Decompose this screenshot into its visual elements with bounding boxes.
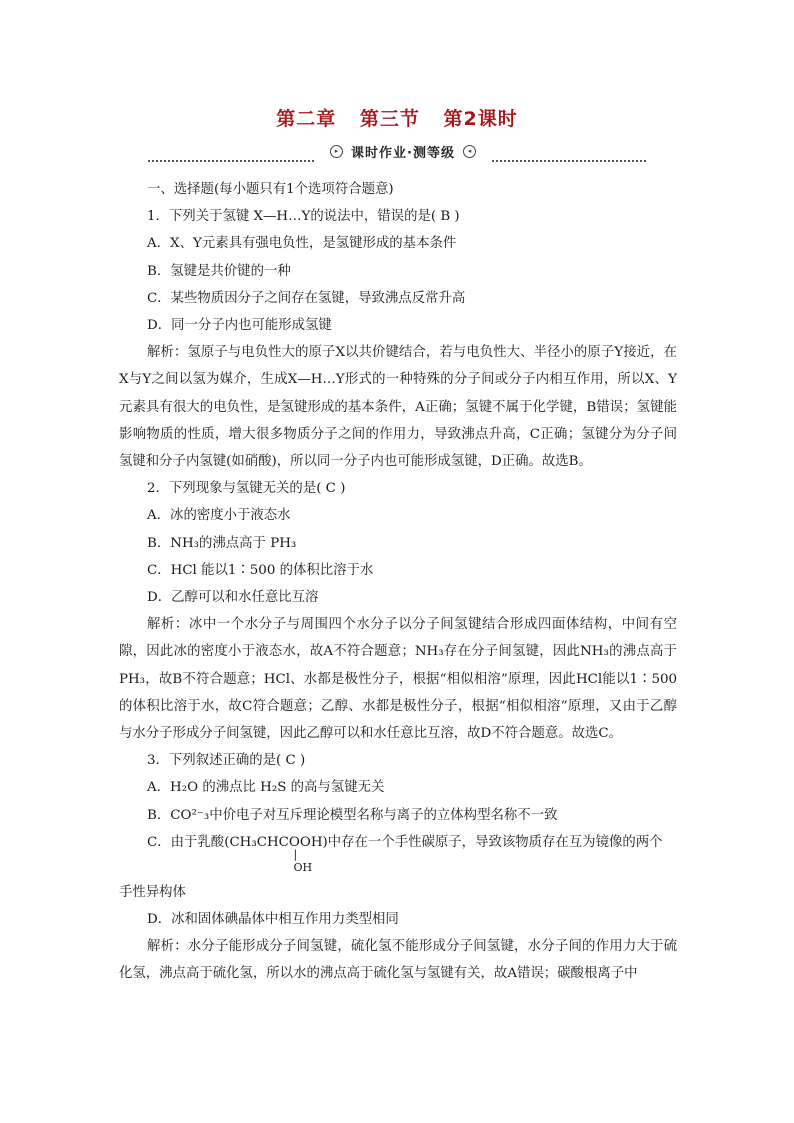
- question-2-option-d: D．乙醇可以和水任意比互溶: [147, 590, 319, 606]
- chapter-title: 第二章: [276, 108, 337, 130]
- question-2-analysis: 解析：冰中一个水分子与周围四个水分子以分子间氢键结合形成四面体结构，中间有空隙，因此冰的密度小于液态水，故A不符合题意；NH₃存在分子间氢键，因此NH₃的沸点高于PH₃，故B不符合题意；HCl、水都是极性分子，根据“相似相溶”原理，因此HCl能以1∶500的体积比溶于水，故C符合题意；乙醇、水都是极性分子，根据“相似相溶”原理，又由于乙醇与水分子形成分子间氢键，因此乙醇可以和水任意比互溶，故D不符合题意。故选C。: [119, 617, 677, 742]
- lesson-title: 第2课时: [443, 108, 518, 130]
- option-c-suffix: )中存在一个手性碳原子，导致该物质存在互为镜像的两个: [322, 834, 663, 850]
- question-3-option-c-cont: 手性异构体: [119, 884, 186, 900]
- question-1-option-a: A．X、Y元素具有强电负性，是氢键形成的基本条件: [147, 236, 457, 252]
- chevron-right-icon: ▸: [330, 145, 343, 158]
- question-3-analysis: 解析：水分子能形成分子间氢键，硫化氢不能形成分子间氢键，水分子间的作用力大于硫化氢，沸点高于硫化氢，所以水的沸点高于硫化氢与氢键有关，故A错误；碳酸根离子中: [119, 939, 677, 982]
- page-title: [0, 104, 794, 131]
- question-3-option-d: D．冰和固体碘晶体中相互作用力类型相同: [147, 912, 399, 928]
- formula-oh-branch: | OH: [293, 847, 313, 874]
- option-c-prefix: C．由于乳酸(: [147, 834, 230, 850]
- question-3-stem: 3．下列叙述正确的是( C ): [147, 753, 306, 769]
- question-2-option-b: B．NH₃的沸点高于 PH₃: [147, 535, 297, 551]
- question-1-analysis: 解析：氢原子与电负性大的原子X以共价键结合，若与电负性大、半径小的原子Y接近，在X与Y之间以氢为媒介，生成X—H…Y形式的一种特殊的分子间或分子内相互作用，所以X、Y元素具有很大的电负性，是氢键形成的基本条件，A正确；氢键不属于化学键，B错误；氢键能影响物质的性质，增大很多物质分子之间的作用力，导致沸点升高，C正确；氢键分为分子间氢键和分子内氢键(如硝酸)，所以同一分子内也可能形成氢键，D正确。故选B。: [119, 345, 677, 470]
- section-heading: 一、选择题(每小题只有1个选项符合题意): [147, 182, 394, 197]
- chevron-left-icon: ◂: [463, 145, 476, 158]
- question-2-option-c: C．HCl 能以1∶500 的体积比溶于水: [147, 562, 374, 578]
- question-1-option-c: C．某些物质因分子之间存在氢键，导致沸点反常升高: [147, 290, 466, 306]
- question-3-option-c: [119, 829, 677, 879]
- lactic-acid-formula: [229, 829, 323, 874]
- document-body: [119, 176, 677, 988]
- banner-label: 课时作业·测等级: [351, 145, 455, 161]
- question-1-stem: 1．下列关于氢键 X—H…Y的说法中，错误的是( B ): [147, 209, 460, 225]
- formula-main: CH₃CHCOOH: [229, 834, 323, 850]
- section-title: 第三节: [359, 108, 420, 130]
- formula-oh: OH: [293, 860, 313, 874]
- question-3-option-b: B．CO²⁻₃中价电子对互斥理论模型名称与离子的立体构型名称不一致: [147, 807, 558, 823]
- question-1-option-d: D．同一分子内也可能形成氢键: [147, 318, 332, 334]
- question-1-option-b: B．氢键是共价键的一种: [147, 263, 291, 279]
- banner-box: [316, 140, 490, 162]
- section-banner: [148, 140, 646, 164]
- question-2-option-a: A．冰的密度小于液态水: [147, 508, 291, 524]
- question-3-option-a: A．H₂O 的沸点比 H₂S 的高与氢键无关: [147, 780, 385, 796]
- question-2-stem: 2．下列现象与氢键无关的是( C ): [147, 481, 346, 497]
